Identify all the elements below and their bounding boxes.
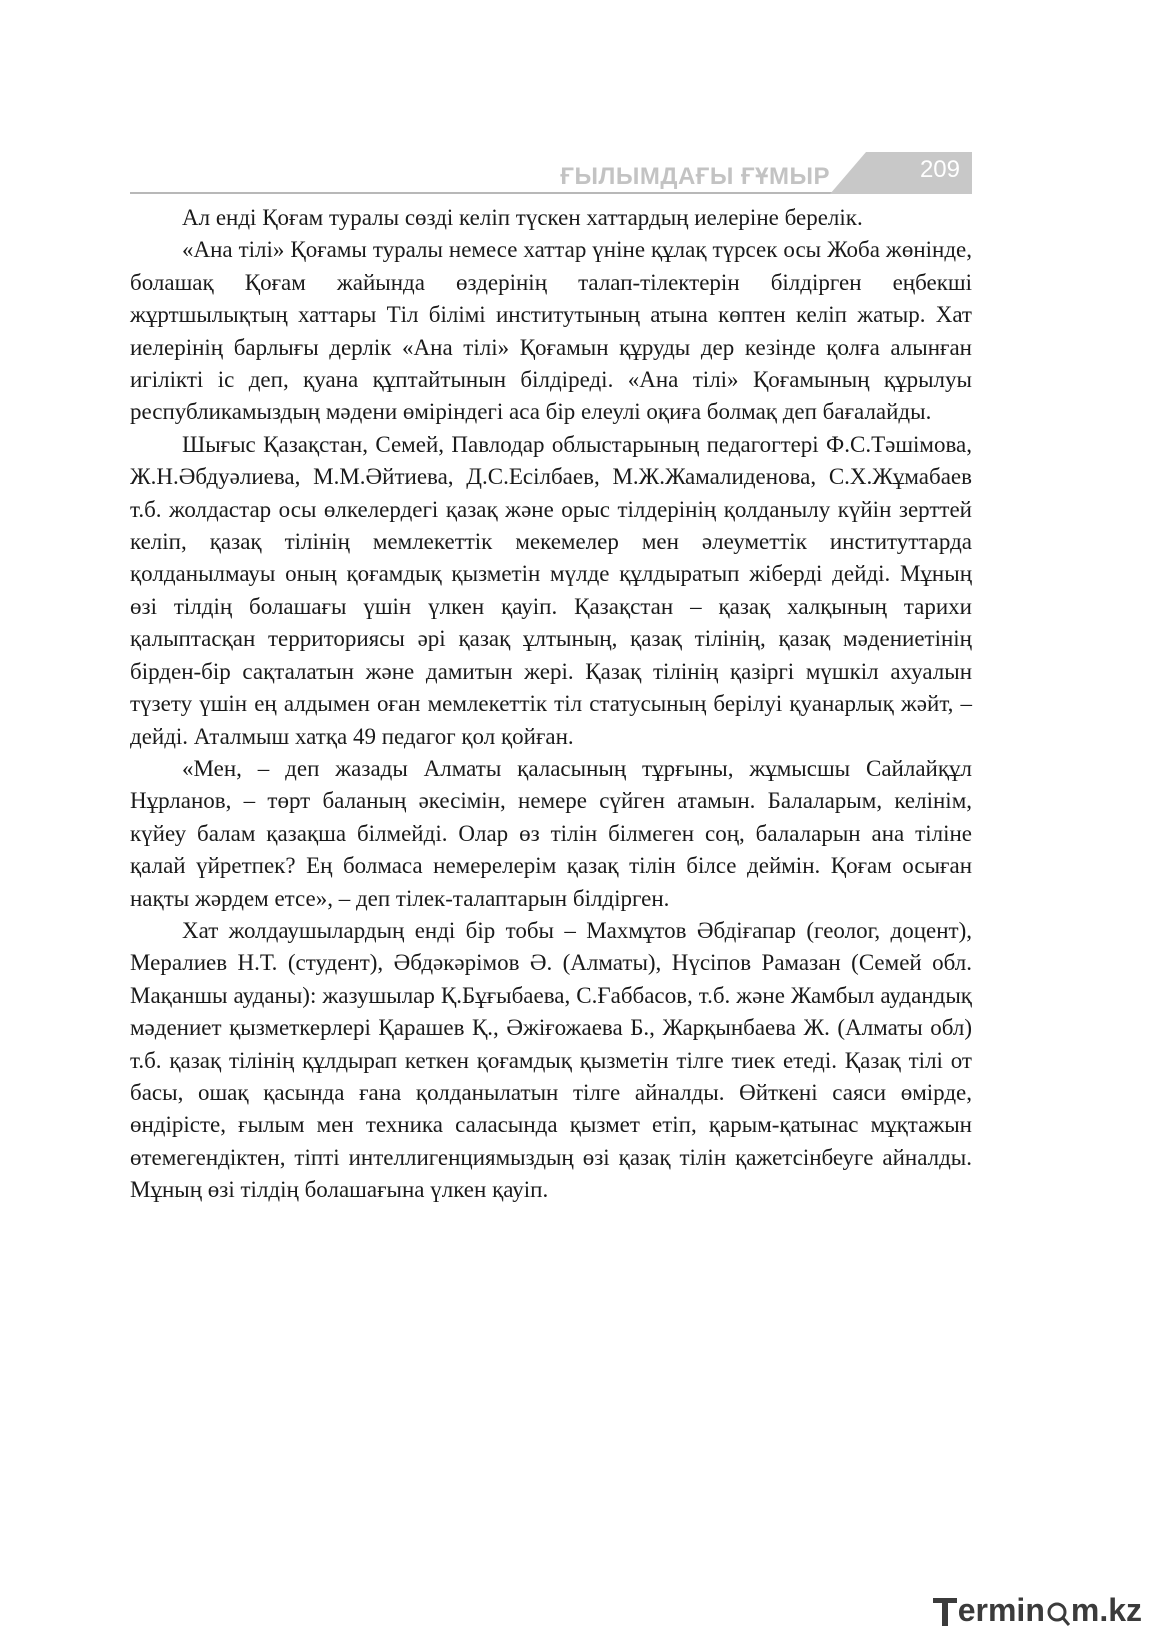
running-header: [130, 148, 972, 194]
page-number-tab: [830, 152, 972, 194]
watermark-text-1: ermin: [957, 1592, 1045, 1628]
running-title: ҒЫЛЫМДАҒЫ ҒҰМЫР: [560, 163, 830, 190]
body-text: [130, 202, 972, 1207]
page-number: 209: [919, 156, 960, 183]
paragraph: Хат жолдаушылардың енді бір тобы – Махмұтов Әбдіғапар (геолог, доцент), Мералиев Н.Т. (студент), Әбдәкәрімов Ә. (Алматы), Нүсіпов Рамазан (Семей обл. Мақаншы ауданы): жазушылар Қ.Бұғыбаева, С.Ғаббасов, т.б. және Жамбыл аудандық мәдениет қызметкерлері Қарашев Қ., Әжіғожаева Б., Жарқынбаева Ж. (Алматы обл) т.б. қазақ тілінің құлдырап кеткен қоғамдық қызметін тілге тиек етеді. Қазақ тілі от басы, ошақ қасында ғана қолданылатын тілге айналды. Өйткені саяси өмірде, өндірісте, ғылым мен техника саласында қызмет етіп, қарым-қатынас мұқтажын өтемегендіктен, тіпті интеллигенциямыздың өзі қазақ тілін қажетсінбеуге айналды. Мұның өзі тілдің болашағына үлкен қауіп.: [130, 917, 972, 1203]
paragraph: Ал енді Қоғам туралы сөзді келіп түскен хаттардың иелеріне берелік.: [182, 205, 863, 230]
paragraph: «Мен, – деп жазады Алматы қаласының тұрғыны, жұмысшы Сайлайқұл Нұрланов, – төрт баланың әкесімін, немере сүйген атамын. Балаларым, келінім, күйеу балам қазақша білмейді. Олар өз тілін білмеген соң, балаларын ана тіліне қалай үйретпек? Ең болмаса немерелерім қазақ тілін білсе деймін. Қоғам осыған нақты жәрдем етсе», – деп тілек-талаптарын білдірген.: [130, 755, 972, 911]
paragraph: «Ана тілі» Қоғамы туралы немесе хаттар үніне құлақ түрсек осы Жоба жөнінде, болашақ Қоғам жайында өздерінің талап-тілектерін білдірген еңбекші жұртшылықтың хаттары Тіл білімі институтының атына көптен келіп жатыр. Хат иелерінің барлығы дерлік «Ана тілі» Қоғамын құруды дер кезінде қолға алынған игілікті іс деп, қуана құптайтынын білдіреді. «Ана тілі» Қоғамының құрылуы республикамыздың мәдени өміріндегі аса бір елеулі оқиға болмақ деп бағалайды.: [130, 237, 972, 425]
site-watermark: [932, 1592, 1142, 1629]
watermark-text-2: m.kz: [1070, 1592, 1142, 1628]
t-letter-icon: [933, 1594, 957, 1628]
magnifier-icon: [1046, 1594, 1070, 1628]
paragraph: Шығыс Қазақстан, Семей, Павлодар облыстарының педагогтері Ф.С.Тәшімова, Ж.Н.Әбдуәлиева, М.М.Әйтиева, Д.С.Есілбаев, М.Ж.Жамалиденова, С.Х.Жұмабаев т.б. жолдастар осы өлкелердегі қазақ және орыс тілдерінің қолданылу күйін зерттей келіп, қазақ тілінің мемлекеттік мекемелер мен әлеуметтік институттарда қолданылмауы оның қоғамдық қызметін мүлде құлдыратып жіберді дейді. Мұның өзі тілдің болашағы үшін үлкен қауіп. Қазақстан – қазақ халқының тарихи қалыптасқан территориясы әрі қазақ ұлтының, қазақ тілінің, қазақ мәдениетінің бірден-бір сақталатын және дамитын жері. Қазақ тілінің қазіргі мүшкіл ахуалын түзету үшін ең алдымен оған мемлекеттік тіл статусының берілуі қуанарлық жәйт, – дейді. Аталмыш хатқа 49 педагог қол қойған.: [130, 431, 972, 749]
